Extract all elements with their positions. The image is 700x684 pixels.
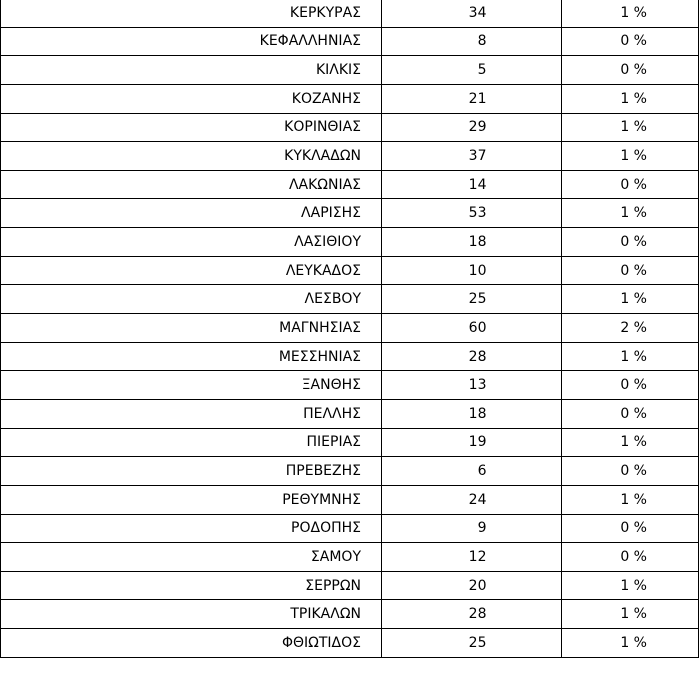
- count-cell: [382, 457, 562, 486]
- table-row: [1, 342, 699, 371]
- percent-value: 0 %: [620, 233, 647, 250]
- count-cell: [382, 571, 562, 600]
- prefecture-name-cell: ΚΟΡΙΝΘΙΑΣ: [1, 113, 382, 142]
- count-value: 25: [468, 634, 487, 651]
- percent-cell: [562, 600, 699, 629]
- percent-value: 1 %: [620, 577, 647, 594]
- table-row: [1, 56, 699, 85]
- prefecture-name-cell: ΜΕΣΣΗΝΙΑΣ: [1, 342, 382, 371]
- prefecture-name-cell: ΛΑΚΩΝΙΑΣ: [1, 170, 382, 199]
- percent-value: 1 %: [620, 148, 647, 165]
- table-row: [1, 485, 699, 514]
- count-cell: [382, 256, 562, 285]
- count-cell: [382, 314, 562, 343]
- percent-cell: [562, 428, 699, 457]
- table-body: [1, 0, 699, 657]
- percent-value: 0 %: [620, 463, 647, 480]
- table-row: [1, 600, 699, 629]
- count-value: 21: [468, 90, 487, 107]
- count-cell: [382, 56, 562, 85]
- percent-value: 0 %: [620, 62, 647, 79]
- count-cell: [382, 285, 562, 314]
- percent-value: 1 %: [620, 348, 647, 365]
- percent-cell: [562, 56, 699, 85]
- percent-value: 0 %: [620, 262, 647, 279]
- table-row: [1, 371, 699, 400]
- count-value: 25: [468, 291, 487, 308]
- table-row: [1, 629, 699, 658]
- count-value: 28: [468, 606, 487, 623]
- table-row: [1, 170, 699, 199]
- percent-value: 1 %: [620, 606, 647, 623]
- prefecture-name-cell: ΚΕΡΚΥΡΑΣ: [1, 0, 382, 27]
- count-value: 28: [468, 348, 487, 365]
- count-cell: [382, 342, 562, 371]
- percent-cell: [562, 84, 699, 113]
- prefecture-name-cell: ΡΟΔΟΠΗΣ: [1, 514, 382, 543]
- percent-cell: [562, 571, 699, 600]
- percent-value: 0 %: [620, 176, 647, 193]
- table-row: [1, 571, 699, 600]
- table-row: [1, 228, 699, 257]
- table-row: [1, 285, 699, 314]
- count-value: 18: [468, 233, 487, 250]
- count-cell: [382, 27, 562, 56]
- prefecture-name-cell: ΠΡΕΒΕΖΗΣ: [1, 457, 382, 486]
- prefecture-name-cell: ΠΕΛΛΗΣ: [1, 399, 382, 428]
- count-cell: [382, 485, 562, 514]
- count-value: 18: [468, 405, 487, 422]
- percent-cell: [562, 199, 699, 228]
- percent-value: 0 %: [620, 33, 647, 50]
- table-row: [1, 543, 699, 572]
- table-row: [1, 199, 699, 228]
- count-value: 19: [468, 434, 487, 451]
- percent-value: 1 %: [620, 4, 647, 21]
- percent-cell: [562, 371, 699, 400]
- count-cell: [382, 84, 562, 113]
- percent-cell: [562, 342, 699, 371]
- count-cell: [382, 600, 562, 629]
- count-cell: [382, 629, 562, 658]
- prefecture-name-cell: ΡΕΘΥΜΝΗΣ: [1, 485, 382, 514]
- table-row: [1, 314, 699, 343]
- table-row: [1, 142, 699, 171]
- prefecture-name-cell: ΣΑΜΟΥ: [1, 543, 382, 572]
- count-cell: [382, 113, 562, 142]
- prefecture-name-cell: ΚΟΖΑΝΗΣ: [1, 84, 382, 113]
- percent-value: 1 %: [620, 119, 647, 136]
- count-cell: [382, 543, 562, 572]
- percent-cell: [562, 142, 699, 171]
- percent-cell: [562, 256, 699, 285]
- count-value: 9: [477, 520, 487, 537]
- prefecture-name-cell: ΜΑΓΝΗΣΙΑΣ: [1, 314, 382, 343]
- count-value: 60: [468, 319, 487, 336]
- count-value: 8: [477, 33, 487, 50]
- percent-cell: [562, 0, 699, 27]
- table-row: [1, 428, 699, 457]
- percent-cell: [562, 485, 699, 514]
- prefecture-name-cell: ΠΙΕΡΙΑΣ: [1, 428, 382, 457]
- count-cell: [382, 142, 562, 171]
- table-row: [1, 113, 699, 142]
- prefecture-name-cell: ΛΕΣΒΟΥ: [1, 285, 382, 314]
- count-value: 10: [468, 262, 487, 279]
- percent-cell: [562, 514, 699, 543]
- percent-value: 1 %: [620, 434, 647, 451]
- count-cell: [382, 228, 562, 257]
- count-value: 53: [468, 205, 487, 222]
- count-cell: [382, 399, 562, 428]
- table-row: [1, 84, 699, 113]
- count-value: 34: [468, 4, 487, 21]
- percent-value: 0 %: [620, 520, 647, 537]
- percent-value: 1 %: [620, 205, 647, 222]
- table-row: [1, 27, 699, 56]
- count-value: 12: [468, 548, 487, 565]
- percent-value: 1 %: [620, 291, 647, 308]
- percent-cell: [562, 399, 699, 428]
- prefecture-name-cell: ΚΕΦΑΛΛΗΝΙΑΣ: [1, 27, 382, 56]
- count-value: 14: [468, 176, 487, 193]
- count-cell: [382, 428, 562, 457]
- percent-cell: [562, 543, 699, 572]
- table-row: [1, 514, 699, 543]
- count-cell: [382, 514, 562, 543]
- percent-cell: [562, 314, 699, 343]
- percent-cell: [562, 457, 699, 486]
- table-row: [1, 0, 699, 27]
- prefecture-name-cell: ΞΑΝΘΗΣ: [1, 371, 382, 400]
- prefecture-name-cell: ΚΙΛΚΙΣ: [1, 56, 382, 85]
- count-value: 20: [468, 577, 487, 594]
- count-cell: [382, 371, 562, 400]
- prefecture-name-cell: ΣΕΡΡΩΝ: [1, 571, 382, 600]
- percent-value: 0 %: [620, 405, 647, 422]
- percent-value: 1 %: [620, 634, 647, 651]
- count-value: 5: [477, 62, 487, 79]
- prefecture-name-cell: ΦΘΙΩΤΙΔΟΣ: [1, 629, 382, 658]
- count-value: 37: [468, 148, 487, 165]
- prefecture-name-cell: ΚΥΚΛΑΔΩΝ: [1, 142, 382, 171]
- count-value: 13: [468, 377, 487, 394]
- percent-value: 1 %: [620, 491, 647, 508]
- percent-cell: [562, 170, 699, 199]
- count-cell: [382, 199, 562, 228]
- percent-cell: [562, 27, 699, 56]
- count-value: 24: [468, 491, 487, 508]
- count-value: 29: [468, 119, 487, 136]
- percent-cell: [562, 285, 699, 314]
- percent-cell: [562, 629, 699, 658]
- count-cell: [382, 0, 562, 27]
- prefecture-name-cell: ΛΕΥΚΑΔΟΣ: [1, 256, 382, 285]
- count-cell: [382, 170, 562, 199]
- percent-value: 1 %: [620, 90, 647, 107]
- percent-cell: [562, 228, 699, 257]
- table-row: [1, 399, 699, 428]
- table-row: [1, 457, 699, 486]
- percent-value: 0 %: [620, 377, 647, 394]
- prefecture-name-cell: ΛΑΣΙΘΙΟΥ: [1, 228, 382, 257]
- percent-value: 0 %: [620, 548, 647, 565]
- percent-value: 2 %: [620, 319, 647, 336]
- percent-cell: [562, 113, 699, 142]
- prefecture-name-cell: ΤΡΙΚΑΛΩΝ: [1, 600, 382, 629]
- table-row: [1, 256, 699, 285]
- count-value: 6: [477, 463, 487, 480]
- prefecture-name-cell: ΛΑΡΙΣΗΣ: [1, 199, 382, 228]
